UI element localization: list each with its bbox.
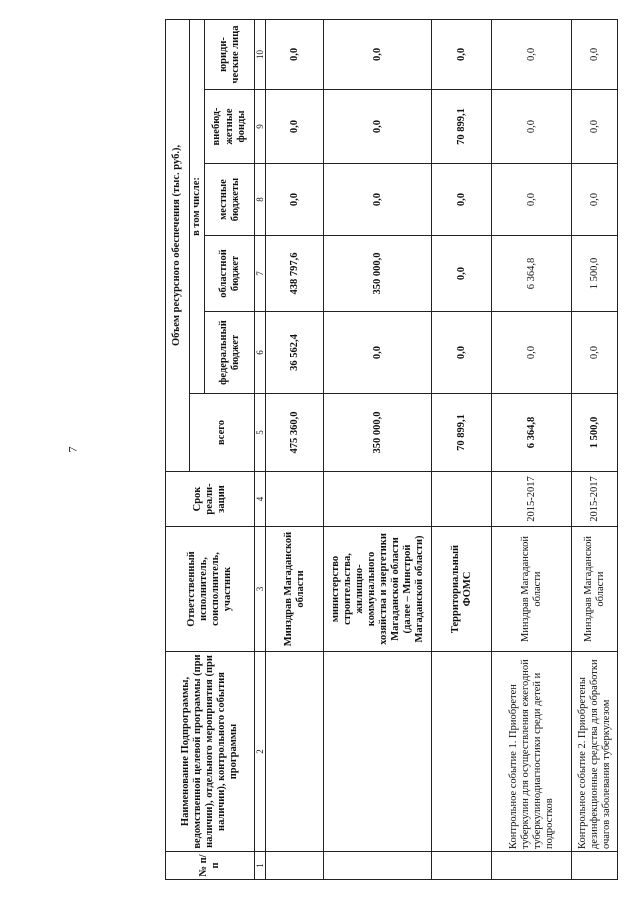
row-federal: 0,0 (492, 312, 572, 394)
header-name: Наименование Подпрограммы, ведомственной целевой программы (при наличии), отдельного мероприятия (при наличии), контрольного события программы (166, 652, 255, 852)
table-row (324, 19, 432, 879)
row-term (266, 472, 324, 527)
row-legal: 0,0 (572, 19, 618, 89)
row-responsible: Территориальный ФОМС (432, 527, 492, 652)
row-regional: 438 797,6 (266, 236, 324, 312)
row-federal: 36 562,4 (266, 312, 324, 394)
row-regional: 1 500,0 (572, 236, 618, 312)
row-extra: 70 899,1 (432, 90, 492, 164)
col-number: 2 (255, 652, 266, 852)
row-regional: 0,0 (432, 236, 492, 312)
row-term: 2015-2017 (572, 472, 618, 527)
table-row (572, 19, 618, 879)
header-local: местные бюджеты (205, 164, 255, 236)
row-responsible: Минздрав Магаданской области (266, 527, 324, 652)
row-num (324, 852, 432, 880)
row-extra: 0,0 (492, 90, 572, 164)
resource-table-sheet (165, 20, 615, 880)
col-number: 8 (255, 164, 266, 236)
col-number: 5 (255, 394, 266, 472)
row-federal: 0,0 (432, 312, 492, 394)
row-local: 0,0 (572, 164, 618, 236)
row-local: 0,0 (432, 164, 492, 236)
header-regional: областной бюджет (205, 236, 255, 312)
row-legal: 0,0 (492, 19, 572, 89)
header-legal: юриди- ческие лица (205, 19, 255, 89)
row-name: Контрольное событие 2. Приобретены дезинфекционные средства для обработки очагов заболевания туберкулезом (572, 652, 618, 852)
row-num (572, 852, 618, 880)
header-including: в том числе: (190, 19, 205, 393)
row-term (432, 472, 492, 527)
header-responsible: Ответственный исполнитель, соисполнитель, участник (166, 527, 255, 652)
header-extra: внебюд- жетные фонды (205, 90, 255, 164)
table-row (432, 19, 492, 879)
row-legal: 0,0 (432, 19, 492, 89)
col-number: 4 (255, 472, 266, 527)
row-name (324, 652, 432, 852)
row-local: 0,0 (266, 164, 324, 236)
row-local: 0,0 (492, 164, 572, 236)
row-responsible: министерство строительства, жилищно- коммунального хозяйства и энергетики Магаданской области (далее – Минстрой Магаданской области) (324, 527, 432, 652)
row-extra: 0,0 (572, 90, 618, 164)
page-number: 7 (65, 446, 80, 453)
table-row (266, 19, 324, 879)
col-number: 9 (255, 90, 266, 164)
row-name (266, 652, 324, 852)
col-number: 3 (255, 527, 266, 652)
row-extra: 0,0 (266, 90, 324, 164)
row-num (432, 852, 492, 880)
row-federal: 0,0 (572, 312, 618, 394)
header-federal: федеральный бюджет (205, 312, 255, 394)
row-total: 350 000,0 (324, 394, 432, 472)
header-total: всего (190, 394, 255, 472)
table-row (492, 19, 572, 879)
col-number: 10 (255, 19, 266, 89)
row-responsible: Минздрав Магаданской области (492, 527, 572, 652)
col-number: 6 (255, 312, 266, 394)
header-resource: Объем ресурсного обеспечения (тыс. руб.), (166, 19, 190, 471)
row-num (492, 852, 572, 880)
row-local: 0,0 (324, 164, 432, 236)
row-legal: 0,0 (324, 19, 432, 89)
row-name: Контрольное событие 1. Приобретен туберкулин для осуществления ежегодной туберкулинодиагностики среди детей и подростков (492, 652, 572, 852)
row-total: 1 500,0 (572, 394, 618, 472)
row-federal: 0,0 (324, 312, 432, 394)
row-name (432, 652, 492, 852)
col-number: 7 (255, 236, 266, 312)
resource-table (165, 19, 618, 880)
row-term: 2015-2017 (492, 472, 572, 527)
row-responsible: Минздрав Магаданской области (572, 527, 618, 652)
row-legal: 0,0 (266, 19, 324, 89)
row-total: 70 899,1 (432, 394, 492, 472)
col-number: 1 (255, 852, 266, 880)
row-extra: 0,0 (324, 90, 432, 164)
header-num: № п/п (166, 852, 255, 880)
header-term: Срок реали- зации (166, 472, 255, 527)
row-regional: 6 364,8 (492, 236, 572, 312)
row-total: 475 360,0 (266, 394, 324, 472)
row-term (324, 472, 432, 527)
row-regional: 350 000,0 (324, 236, 432, 312)
row-num (266, 852, 324, 880)
row-total: 6 364,8 (492, 394, 572, 472)
